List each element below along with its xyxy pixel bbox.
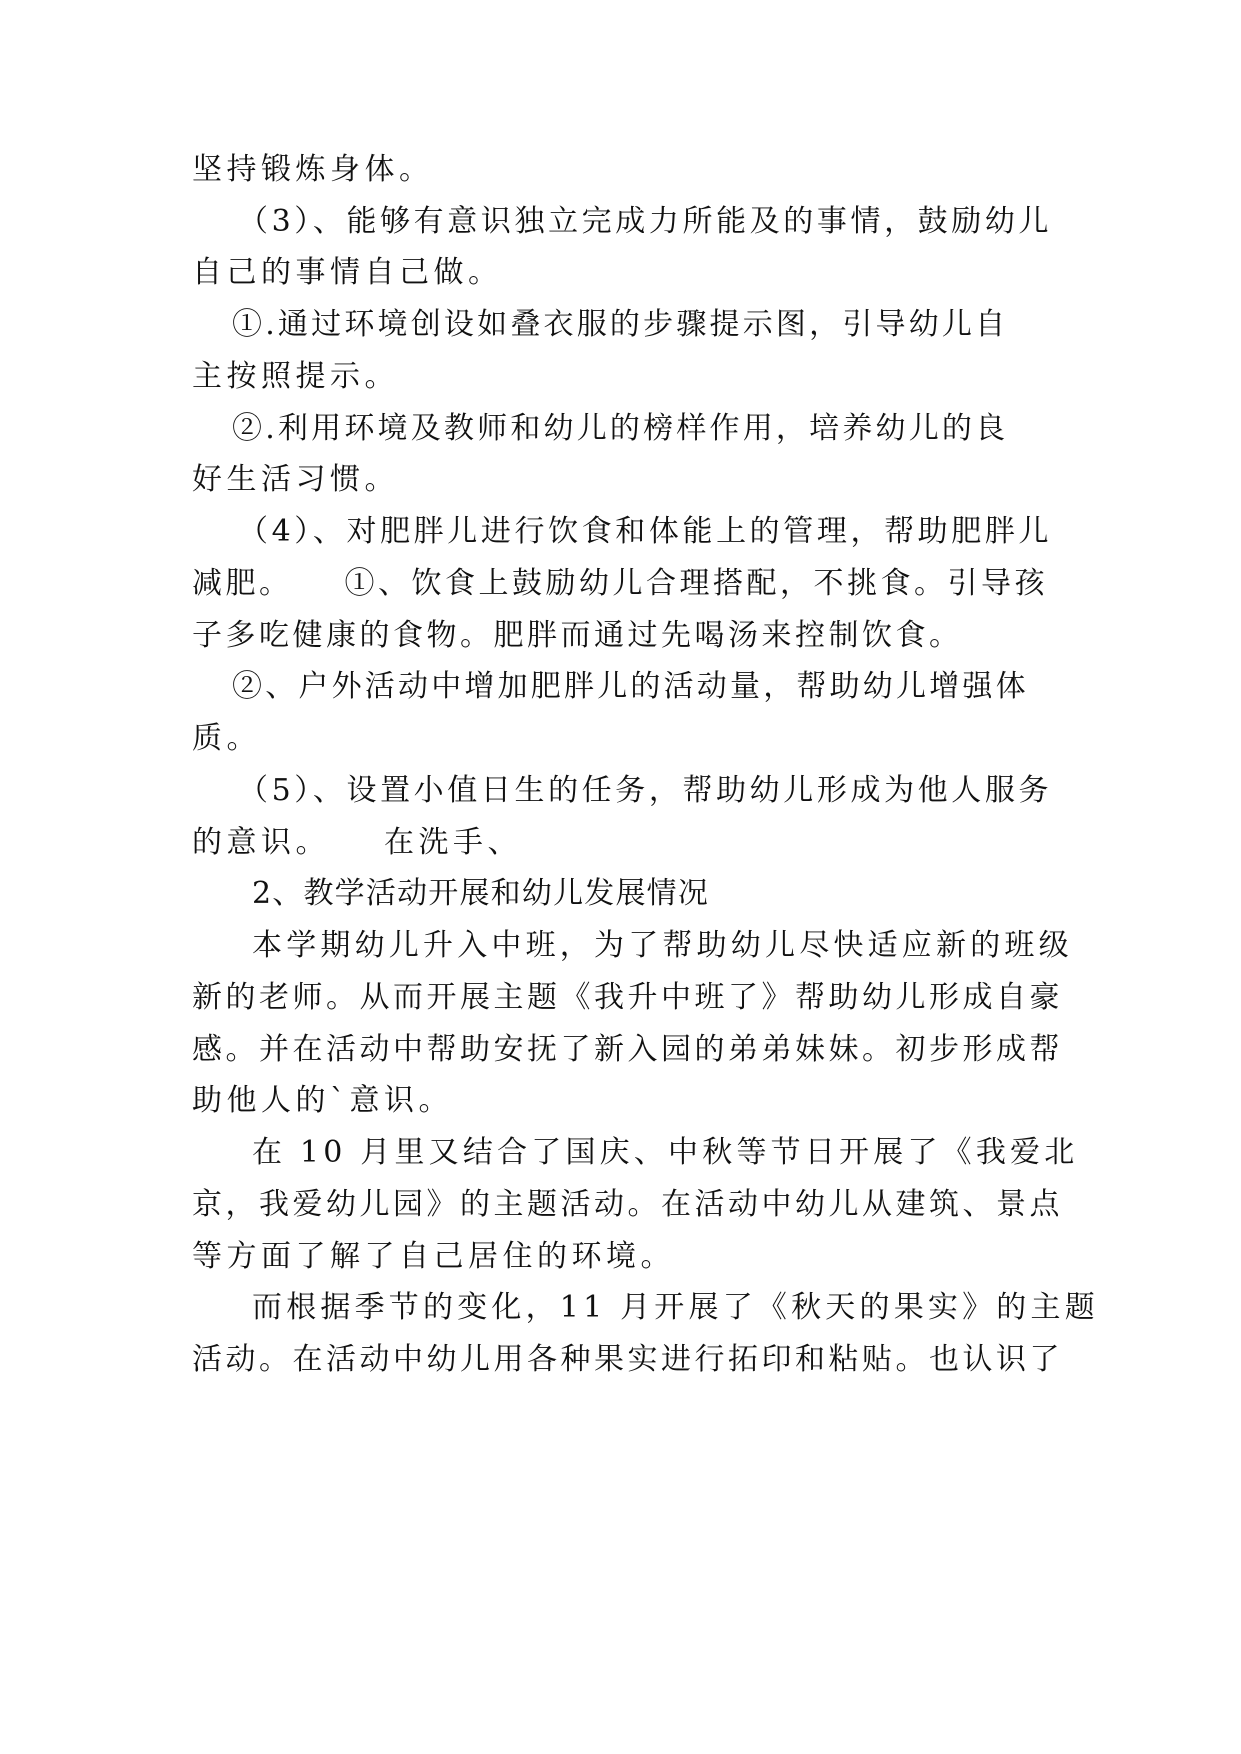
text-line: ①.通过环境创设如叠衣服的步骤提示图，引导幼儿自 <box>232 307 1009 342</box>
text-line: 感。并在活动中帮助安抚了新入园的弟弟妹妹。初步形成帮 <box>192 1032 1063 1067</box>
text-line: （5）、设置小值日生的任务，帮助幼儿形成为他人服务 <box>238 773 1053 808</box>
text-line: 主按照提示。 <box>192 359 399 394</box>
text-line: 质。 <box>192 721 261 756</box>
text-line: 助他人的`意识。 <box>192 1083 453 1118</box>
text-line: 新的老师。从而开展主题《我升中班了》帮助幼儿形成自豪 <box>192 980 1063 1015</box>
text-line: 在 10 月里又结合了国庆、中秋等节日开展了《我爱北 <box>252 1135 1079 1170</box>
text-line: ②.利用环境及教师和幼儿的榜样作用，培养幼儿的良 <box>232 411 1009 446</box>
text-line: （3）、能够有意识独立完成力所能及的事情，鼓励幼儿 <box>238 204 1053 239</box>
text-line: 活动。在活动中幼儿用各种果实进行拓印和粘贴。也认识了 <box>192 1342 1063 1377</box>
text-line: 而根据季节的变化，11 月开展了《秋天的果实》的主题 <box>252 1290 1099 1325</box>
text-line: 本学期幼儿升入中班，为了帮助幼儿尽快适应新的班级 <box>252 928 1073 963</box>
text-line: 的意识。 在洗手、 <box>192 825 522 860</box>
text-line: 自己的事情自己做。 <box>192 255 503 290</box>
text-line: 减肥。 ①、饮食上鼓励幼儿合理搭配，不挑食。引导孩 <box>192 566 1048 601</box>
text-line: （4）、对肥胖儿进行饮食和体能上的管理，帮助肥胖儿 <box>238 514 1053 549</box>
text-line: 等方面了解了自己居住的环境。 <box>192 1239 675 1274</box>
text-line: 京，我爱幼儿园》的主题活动。在活动中幼儿从建筑、景点 <box>192 1187 1063 1222</box>
text-line: 子多吃健康的食物。肥胖而通过先喝汤来控制饮食。 <box>192 618 963 653</box>
text-line: ②、户外活动中增加肥胖儿的活动量，帮助幼儿增强体 <box>232 669 1029 704</box>
text-line: 好生活习惯。 <box>192 462 399 497</box>
text-line: 坚持锻炼身体。 <box>192 152 434 187</box>
text-line: 2、教学活动开展和幼儿发展情况 <box>252 876 710 911</box>
